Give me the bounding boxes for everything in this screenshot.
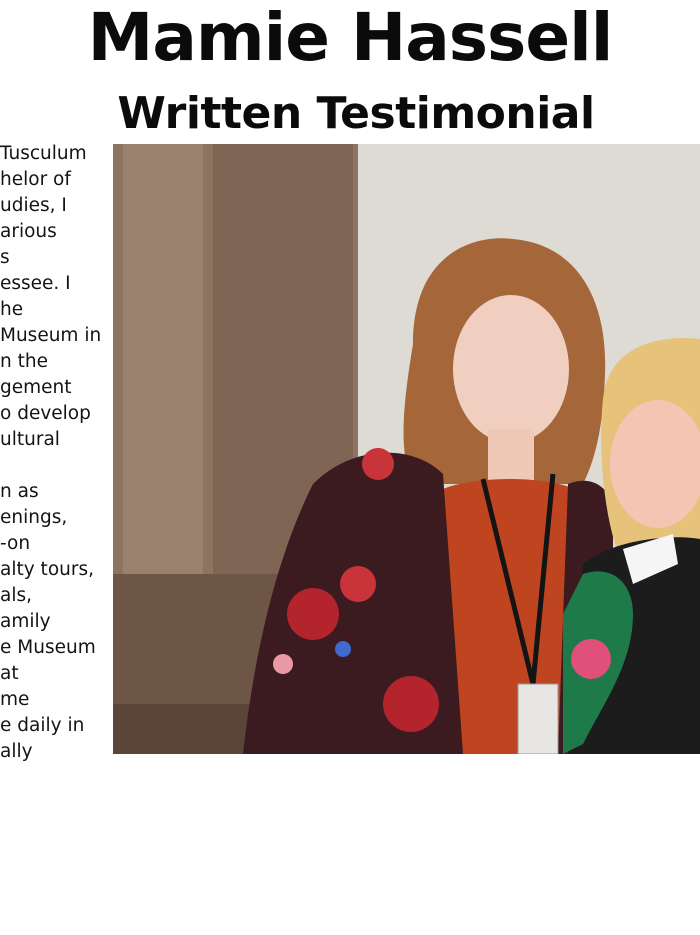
testimonial-column-line: ally	[0, 741, 33, 761]
page-title: Mamie Hassell	[87, 0, 613, 76]
testimonial-column-line: enings,	[0, 507, 68, 528]
testimonial-column-line: e daily in	[0, 715, 85, 736]
testimonial-column-line: arious	[0, 221, 57, 242]
testimonial-column-line: e Museum	[0, 637, 96, 658]
testimonial-column-line: gement	[0, 377, 72, 398]
testimonial-column-line: me	[0, 689, 30, 710]
testimonial-column-line: als,	[0, 585, 32, 606]
testimonial-column-line: alty tours,	[0, 559, 94, 580]
photo-badge	[518, 684, 558, 754]
testimonial-column-line: Museum in	[0, 325, 102, 346]
photo-flower-1	[287, 588, 339, 640]
page-subtitle: Written Testimonial	[117, 88, 595, 139]
testimonial-column-line: -on	[0, 533, 31, 554]
photo-face-left	[453, 295, 569, 443]
testimonial-column-line: amily	[0, 611, 51, 632]
testimonial-column-line: n as	[0, 481, 39, 502]
testimonial-column-line: ultural	[0, 429, 60, 450]
photo-flower-4	[362, 448, 394, 480]
testimonial-column-line: helor of	[0, 169, 71, 190]
testimonial-column-line: Tusculum	[0, 143, 87, 164]
photo-flower-6	[335, 641, 351, 657]
testimonial-column-line: at	[0, 663, 19, 684]
testimonial-column-line: essee. I	[0, 273, 71, 294]
photo-flower-5	[273, 654, 293, 674]
testimonial-column-line: s	[0, 247, 10, 268]
photo-scarf-flower	[571, 639, 611, 679]
photo-flower-2	[340, 566, 376, 602]
testimonial-left-column	[0, 141, 112, 761]
testimonial-column-line: udies, I	[0, 195, 67, 216]
testimonial-photo	[113, 144, 700, 754]
testimonial-column-line: o develop	[0, 403, 91, 424]
photo-illustration	[113, 144, 700, 754]
testimonial-column-line: he	[0, 299, 24, 320]
testimonial-column-line: n the	[0, 351, 48, 372]
photo-flower-3	[383, 676, 439, 732]
